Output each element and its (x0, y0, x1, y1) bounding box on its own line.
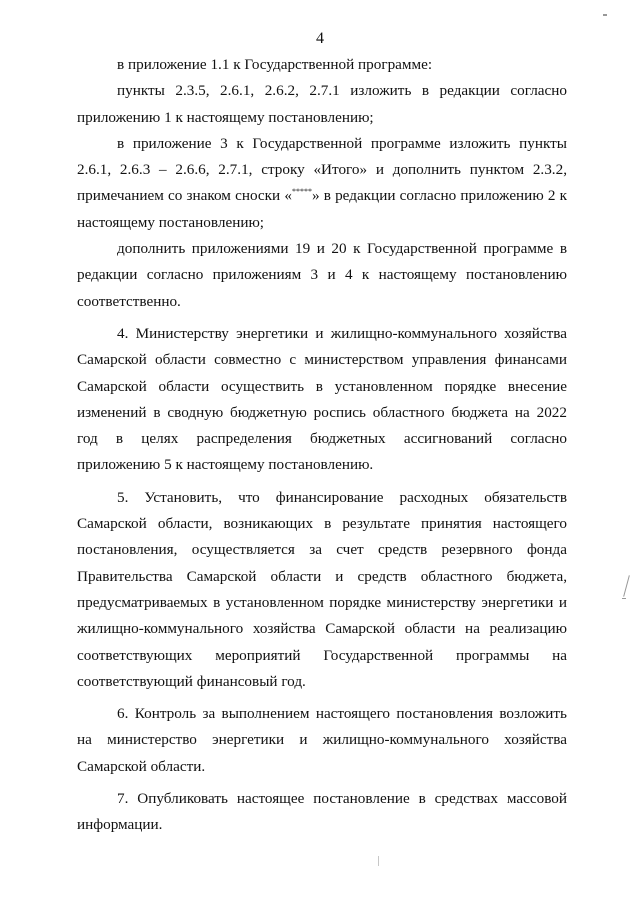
paragraph-item-6: 6. Контроль за выполнением настоящего постановления возложить на министерство энергетики и жилищно-коммунального хозяйства Самарской области. (77, 705, 567, 775)
scan-speck-top-right (603, 14, 607, 16)
scan-speck-bottom (378, 856, 379, 866)
paragraph-appendix-3 (77, 131, 567, 236)
page-number: 4 (316, 30, 324, 47)
scan-speck-right-margin-lower (622, 598, 626, 599)
paragraph-appendix-3-text-before: в приложение 3 к Государственной программе изложить пункты 2.6.1, 2.6.3 – 2.6.6, 2.7.1, строку «Итого» и дополнить пунктом 2.3.2, примечанием со знаком сноски « (77, 134, 567, 205)
paragraph-item-5: 5. Установить, что финансирование расходных обязательств Самарской области, возникающих в результате принятия настоящего постановления, осуществляется за счет средств резервного фонда Правительства Самарской области и средств областного бюджета, предусматриваемых в установленном порядке министерству энергетики и жилищно-коммунального хозяйства Самарской области на реализацию соответствующих мероприятий Государственной программы на соответствующий финансовый год. (77, 488, 567, 690)
footnote-mark: ***** (291, 187, 312, 197)
paragraph-points-2-3-5: пункты 2.3.5, 2.6.1, 2.6.2, 2.7.1 изложить в редакции согласно приложению 1 к настоящему постановлению; (77, 82, 567, 126)
scan-speck-right-margin (623, 575, 630, 597)
paragraph-add-appendices-19-20: дополнить приложениями 19 и 20 к Государственной программе в редакции согласно приложениям 3 и 4 к настоящему постановлению соответственно. (77, 240, 567, 310)
document-body (77, 52, 567, 839)
paragraph-item-4: 4. Министерству энергетики и жилищно-коммунального хозяйства Самарской области совместно с министерством управления финансами Самарской области осуществить в установленном порядке внесение изменений в сводную бюджетную роспись областного бюджета на 2022 год в целях распределения бюджетных ассигнований согласно приложению 5 к настоящему постановлению. (77, 324, 567, 474)
paragraph-appendix-3-text-after: » в редакции согласно приложению 2 к настоящему постановлению; (77, 187, 567, 231)
paragraph-item-7: 7. Опубликовать настоящее постановление в средствах массовой информации. (77, 790, 567, 834)
paragraph-appendix-1-1: в приложение 1.1 к Государственной программе: (117, 56, 433, 73)
